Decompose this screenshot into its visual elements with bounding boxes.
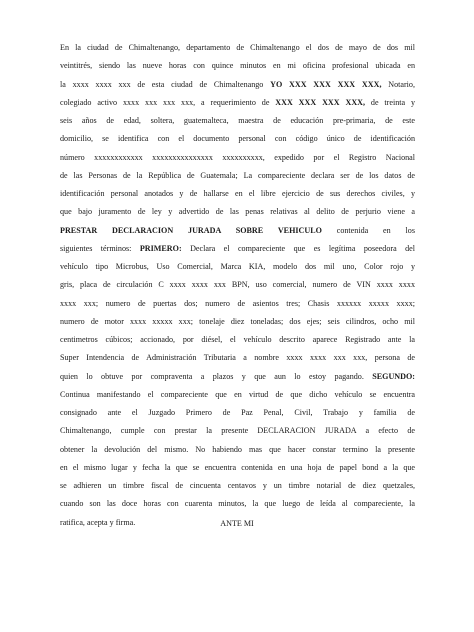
text-segment: veintitrés, siendo las nueve horas con quince minutos en mi oficina profesional ubicada en — [60, 61, 415, 71]
text-segment: número xxxxxxxxxxxx xxxxxxxxxxxxxxx xxxxxxxxxx, expedido por el Registro Nacional — [60, 152, 415, 162]
bold-text-segment: PRIMERO: — [139, 243, 182, 253]
text-segment: vehículo tipo Microbus, Uso Comercial, Marca KIA, modelo dos mil uno, Color rojo y — [60, 262, 415, 271]
text-segment: seis años de edad, soltera, guatemalteca, maestra de educación pre-primaria, de este — [60, 116, 415, 125]
closing-ante-mi: ANTE MI — [220, 519, 254, 528]
text-line — [60, 167, 415, 185]
text-line — [60, 222, 415, 240]
text-line — [60, 368, 415, 386]
bold-text-segment: SEGUNDO: — [372, 371, 415, 381]
text-segment: obtener la devolución del mismo. No habiendo mas que hacer constar termino la presente — [60, 444, 415, 454]
text-segment: Notario, — [381, 79, 415, 89]
text-segment: cuando son las doce horas con cuarenta minutos, la que luego de leída al compareciente, la — [60, 499, 415, 509]
text-segment: la xxxx xxxx xxx de esta ciudad de Chimaltenango — [60, 79, 271, 89]
text-line — [60, 57, 415, 75]
text-line — [60, 94, 415, 112]
text-segment: de las Personas de la República de Guatemala; La compareciente declara ser de los datos de — [60, 170, 415, 180]
text-segment: Chimaltenango, cumple con prestar la presente DECLARACION JURADA a efecto de — [60, 426, 415, 436]
text-line — [60, 441, 415, 459]
text-segment: quien lo obtuve por compraventa a plazos y que aun lo estoy pagando. — [60, 371, 373, 381]
text-line — [60, 404, 415, 422]
text-line — [60, 112, 415, 130]
text-line — [60, 149, 415, 167]
text-line — [60, 258, 415, 276]
text-line — [60, 459, 415, 477]
text-segment: consignado ante el Juzgado Primero de Paz Penal, Civil, Trabajo y familia de — [60, 408, 415, 417]
text-line — [60, 477, 415, 495]
text-line — [60, 313, 415, 331]
text-segment: domicilio, se identifica con el documento personal con código único de identificación — [60, 134, 415, 144]
text-line — [60, 331, 415, 349]
text-segment: identificación personal anotados y de hallarse en el libre ejercicio de sus derechos civiles, y — [60, 189, 415, 198]
bold-text-segment: YO XXX XXX XXX XXX, — [270, 79, 382, 89]
text-segment: numero de motor xxxx xxxxx xxx; tonelaje diez toneladas; dos ejes; seis cilindros, ocho mil — [60, 316, 415, 326]
text-line — [60, 130, 415, 148]
text-segment: en el mismo lugar y fecha la que se encuentra contenida en una hoja de papel bond a la que — [60, 462, 415, 472]
text-line — [60, 422, 415, 440]
text-line — [60, 203, 415, 221]
text-line — [60, 185, 415, 203]
text-line — [60, 295, 415, 313]
text-segment: En la ciudad de Chimaltenango, departamento de Chimaltenango el dos de mayo de dos mil — [60, 43, 415, 52]
text-segment: Super Intendencia de Administración Tributaria a nombre xxxx xxxx xxx xxx, persona de — [60, 353, 415, 363]
text-segment: se adhieren un timbre fiscal de cincuenta centavos y un timbre notarial de diez quetzales, — [60, 481, 415, 490]
text-line — [60, 495, 415, 513]
text-segment: colegiado activo xxxx xxx xxx xxx, a requerimiento de — [60, 97, 276, 107]
text-line — [60, 349, 415, 367]
text-line — [60, 386, 415, 404]
text-segment: ratifica, acepta y firma. — [60, 517, 136, 527]
text-line — [60, 76, 415, 94]
text-segment: Declara el compareciente que es legítima poseedora del — [181, 243, 415, 253]
text-line — [60, 276, 415, 294]
text-segment: siguientes términos: — [60, 243, 140, 253]
text-segment: Continua manifestando el compareciente que en virtud de que dicho vehículo se encuentra — [60, 389, 415, 399]
declaration-body — [60, 39, 415, 532]
text-line — [60, 39, 415, 57]
text-segment: que bajo juramento de ley y advertido de las penas relativas al delito de perjurio viene a — [60, 207, 415, 217]
bold-text-segment: XXX XXX XXX XXX, — [275, 97, 366, 107]
text-segment: de treinta y — [365, 97, 415, 107]
bold-text-segment: PRESTAR DECLARACION JURADA SOBRE VEHICULO — [60, 225, 322, 235]
text-segment: centimetros cúbicos; accionado, por diésel, el vehículo descrito aparece Registrado ante la — [60, 335, 415, 344]
text-segment: contenida en los — [321, 225, 415, 235]
text-segment: xxxx xxx; numero de puertas dos; numero de asientos tres; Chasis xxxxxx xxxxx xxxx; — [60, 298, 415, 308]
text-segment: gris, placa de circulación C xxxx xxxx xxx BPN, uso comercial, numero de VIN xxxx xxxx — [60, 280, 415, 290]
text-line — [60, 240, 415, 258]
